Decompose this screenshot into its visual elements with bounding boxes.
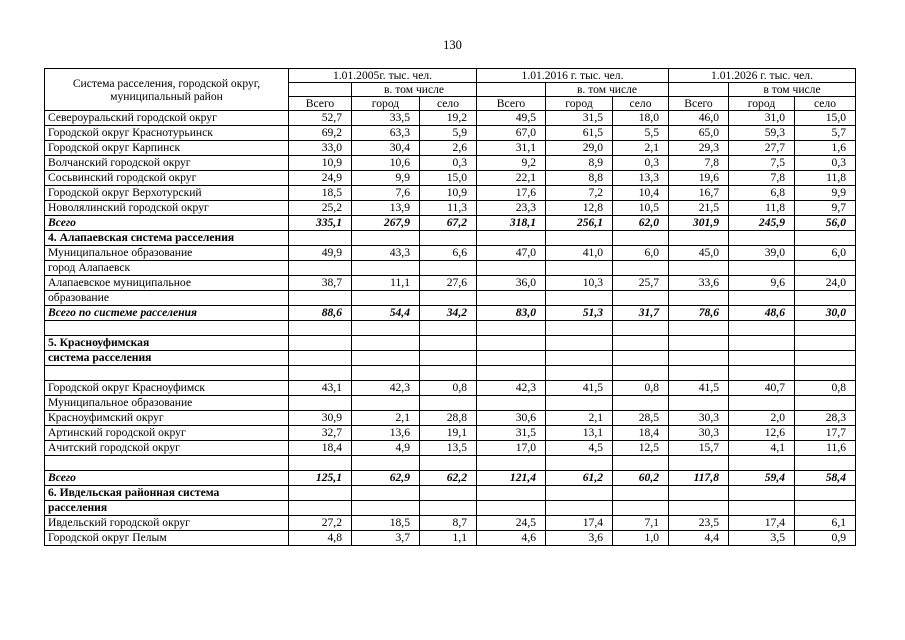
cell-2016-city: 41,0 xyxy=(546,246,613,261)
row-label: Муниципальное образование xyxy=(45,246,289,261)
cell-2026-city: 17,4 xyxy=(729,516,795,531)
table-row xyxy=(45,201,856,216)
section-row-krasnoufimsk-line2 xyxy=(45,351,856,366)
cell-2026-total: 78,6 xyxy=(669,306,729,321)
cell-2016-village: 1,0 xyxy=(613,531,669,546)
cell-2016-village: 6,0 xyxy=(613,246,669,261)
cell-2016-city: 8,9 xyxy=(546,156,613,171)
cell-2026-village: 28,3 xyxy=(795,411,856,426)
cell-2026-village: 0,9 xyxy=(795,531,856,546)
table-row xyxy=(45,246,856,261)
cell-2016-total: 30,6 xyxy=(477,411,546,426)
section-title: 5. Красноуфимская xyxy=(45,336,289,351)
section-title: 6. Ивдельская районная система xyxy=(45,486,289,501)
total-row xyxy=(45,216,856,231)
header-period-2005: 1.01.2005г. тыс. чел. xyxy=(289,69,477,83)
cell-2005-total: 88,6 xyxy=(289,306,352,321)
table-row xyxy=(45,111,856,126)
cell-2016-city: 61,5 xyxy=(546,126,613,141)
cell-2005-village: 15,0 xyxy=(420,171,477,186)
cell-2016-city: 41,5 xyxy=(546,381,613,396)
cell-2026-city: 59,4 xyxy=(729,471,795,486)
cell-2005-total: 33,0 xyxy=(289,141,352,156)
cell-2016-total: 9,2 xyxy=(477,156,546,171)
cell-2005-total: 49,9 xyxy=(289,246,352,261)
spacer-row xyxy=(45,321,856,336)
cell-2016-total: 83,0 xyxy=(477,306,546,321)
cell-2005-total: 18,5 xyxy=(289,186,352,201)
cell-2016-total: 31,1 xyxy=(477,141,546,156)
cell-2005-village: 13,5 xyxy=(420,441,477,456)
cell-2005-total: 24,9 xyxy=(289,171,352,186)
cell-2005-total: 18,4 xyxy=(289,441,352,456)
cell-2005-total: 30,9 xyxy=(289,411,352,426)
cell-2026-city: 3,5 xyxy=(729,531,795,546)
cell-2016-city: 4,5 xyxy=(546,441,613,456)
row-label: Красноуфимский округ xyxy=(45,411,289,426)
cell-2026-city: 7,5 xyxy=(729,156,795,171)
cell-2005-total: 38,7 xyxy=(289,276,352,291)
cell-2016-city: 2,1 xyxy=(546,411,613,426)
cell-2016-village: 28,5 xyxy=(613,411,669,426)
cell-2026-village: 30,0 xyxy=(795,306,856,321)
cell-2016-total: 31,5 xyxy=(477,426,546,441)
header-village: село xyxy=(795,97,856,111)
cell-2016-village: 2,1 xyxy=(613,141,669,156)
cell-2026-city: 4,1 xyxy=(729,441,795,456)
header-including: в. том числе xyxy=(546,83,669,97)
cell-2005-village: 10,9 xyxy=(420,186,477,201)
row-label: Городской округ Верхотурский xyxy=(45,186,289,201)
cell-2016-total: 67,0 xyxy=(477,126,546,141)
cell-2016-city: 3,6 xyxy=(546,531,613,546)
cell-2016-city: 13,1 xyxy=(546,426,613,441)
row-label-line2: образование xyxy=(45,291,289,306)
section-title-line2: расселения xyxy=(45,501,289,516)
cell-2005-city: 4,9 xyxy=(352,441,420,456)
cell-2026-city: 2,0 xyxy=(729,411,795,426)
section-row-alapaevsk xyxy=(45,231,856,246)
cell-2026-total: 21,5 xyxy=(669,201,729,216)
row-label: Сосьвинский городской округ xyxy=(45,171,289,186)
row-label: Всего по системе расселения xyxy=(45,306,289,321)
cell-2016-city: 8,8 xyxy=(546,171,613,186)
cell-2026-total: 7,8 xyxy=(669,156,729,171)
spacer-row xyxy=(45,456,856,471)
header-period-2026: 1.01.2026 г. тыс. чел. xyxy=(669,69,856,83)
row-label-line1: Муниципальное образование xyxy=(45,396,289,411)
table-row xyxy=(45,381,856,396)
cell-2005-village: 2,6 xyxy=(420,141,477,156)
cell-2026-village: 56,0 xyxy=(795,216,856,231)
cell-2026-village: 17,7 xyxy=(795,426,856,441)
cell-2005-village: 19,1 xyxy=(420,426,477,441)
cell-2005-city: 18,5 xyxy=(352,516,420,531)
row-label: Алапаевское муниципальное xyxy=(45,276,289,291)
cell-2026-city: 9,6 xyxy=(729,276,795,291)
page-number: 130 xyxy=(443,38,462,52)
header-blank xyxy=(477,83,546,97)
table-row-continuation xyxy=(45,261,856,276)
cell-2026-village: 11,6 xyxy=(795,441,856,456)
cell-2026-city: 31,0 xyxy=(729,111,795,126)
cell-2005-total: 4,8 xyxy=(289,531,352,546)
cell-2005-city: 10,6 xyxy=(352,156,420,171)
cell-2026-city: 12,6 xyxy=(729,426,795,441)
cell-2005-total: 335,1 xyxy=(289,216,352,231)
cell-2005-city: 43,3 xyxy=(352,246,420,261)
cell-2016-city: 29,0 xyxy=(546,141,613,156)
cell-2016-total: 17,0 xyxy=(477,441,546,456)
total-row xyxy=(45,471,856,486)
header-village: село xyxy=(613,97,669,111)
cell-2005-city: 62,9 xyxy=(352,471,420,486)
table-row-continuation xyxy=(45,291,856,306)
cell-2026-city: 48,6 xyxy=(729,306,795,321)
cell-2026-city: 245,9 xyxy=(729,216,795,231)
cell-2005-total: 125,1 xyxy=(289,471,352,486)
cell-2016-total: 47,0 xyxy=(477,246,546,261)
cell-2016-village: 62,0 xyxy=(613,216,669,231)
section-row-krasnoufimsk xyxy=(45,336,856,351)
cell-2026-total: 19,6 xyxy=(669,171,729,186)
cell-2016-total: 4,6 xyxy=(477,531,546,546)
cell-2016-city: 12,8 xyxy=(546,201,613,216)
cell-2026-village: 6,0 xyxy=(795,246,856,261)
header-city: город xyxy=(546,97,613,111)
cell-2005-village: 67,2 xyxy=(420,216,477,231)
header-village: село xyxy=(420,97,477,111)
cell-2016-total: 24,5 xyxy=(477,516,546,531)
cell-2026-city: 7,8 xyxy=(729,171,795,186)
cell-2005-city: 63,3 xyxy=(352,126,420,141)
cell-2016-total: 22,1 xyxy=(477,171,546,186)
cell-2026-total: 46,0 xyxy=(669,111,729,126)
cell-2026-city: 6,8 xyxy=(729,186,795,201)
cell-2026-total: 29,3 xyxy=(669,141,729,156)
cell-2016-village: 13,3 xyxy=(613,171,669,186)
cell-2005-city: 13,6 xyxy=(352,426,420,441)
section-title-line2: система расселения xyxy=(45,351,289,366)
cell-2016-village: 7,1 xyxy=(613,516,669,531)
header-total: Всего xyxy=(477,97,546,111)
cell-2016-city: 10,3 xyxy=(546,276,613,291)
row-label: Всего xyxy=(45,216,289,231)
cell-2016-city: 51,3 xyxy=(546,306,613,321)
header-period-2016: 1.01.2016 г. тыс. чел. xyxy=(477,69,669,83)
cell-2026-total: 30,3 xyxy=(669,411,729,426)
cell-2016-village: 10,4 xyxy=(613,186,669,201)
cell-2016-city: 256,1 xyxy=(546,216,613,231)
cell-2026-city: 11,8 xyxy=(729,201,795,216)
cell-2026-village: 5,7 xyxy=(795,126,856,141)
header-city: город xyxy=(352,97,420,111)
cell-2026-village: 0,8 xyxy=(795,381,856,396)
cell-2005-total: 32,7 xyxy=(289,426,352,441)
header-total: Всего xyxy=(669,97,729,111)
cell-2005-city: 3,7 xyxy=(352,531,420,546)
cell-2005-village: 27,6 xyxy=(420,276,477,291)
cell-2026-total: 16,7 xyxy=(669,186,729,201)
cell-2005-city: 267,9 xyxy=(352,216,420,231)
cell-2005-village: 34,2 xyxy=(420,306,477,321)
row-label: Городской округ Краснотурьинск xyxy=(45,126,289,141)
cell-2016-city: 31,5 xyxy=(546,111,613,126)
row-label: Североуральский городской округ xyxy=(45,111,289,126)
cell-2005-total: 43,1 xyxy=(289,381,352,396)
cell-2005-city: 13,9 xyxy=(352,201,420,216)
table-row xyxy=(45,426,856,441)
cell-2026-total: 301,9 xyxy=(669,216,729,231)
cell-2005-city: 30,4 xyxy=(352,141,420,156)
cell-2016-total: 49,5 xyxy=(477,111,546,126)
row-label: Волчанский городской округ xyxy=(45,156,289,171)
cell-2026-total: 41,5 xyxy=(669,381,729,396)
row-label: Артинский городской округ xyxy=(45,426,289,441)
cell-2026-city: 40,7 xyxy=(729,381,795,396)
section-title: 4. Алапаевская система расселения xyxy=(45,231,289,246)
section-row-ivdel xyxy=(45,486,856,501)
row-label: Городской округ Карпинск xyxy=(45,141,289,156)
cell-2026-village: 58,4 xyxy=(795,471,856,486)
table-row xyxy=(45,531,856,546)
cell-2026-village: 11,8 xyxy=(795,171,856,186)
row-label: Всего xyxy=(45,471,289,486)
cell-2005-city: 54,4 xyxy=(352,306,420,321)
row-label: Городской округ Красноуфимск xyxy=(45,381,289,396)
cell-2005-village: 5,9 xyxy=(420,126,477,141)
header-including: в том числе xyxy=(729,83,856,97)
cell-2026-city: 27,7 xyxy=(729,141,795,156)
section-row-ivdel-line2 xyxy=(45,501,856,516)
cell-2005-village: 0,3 xyxy=(420,156,477,171)
cell-2016-total: 23,3 xyxy=(477,201,546,216)
cell-2005-total: 69,2 xyxy=(289,126,352,141)
cell-2005-village: 0,8 xyxy=(420,381,477,396)
cell-2005-village: 19,2 xyxy=(420,111,477,126)
cell-2026-total: 30,3 xyxy=(669,426,729,441)
row-label: Ачитский городской округ xyxy=(45,441,289,456)
cell-2026-city: 39,0 xyxy=(729,246,795,261)
table-row xyxy=(45,141,856,156)
cell-2005-total: 10,9 xyxy=(289,156,352,171)
cell-2026-total: 45,0 xyxy=(669,246,729,261)
cell-2026-total: 15,7 xyxy=(669,441,729,456)
cell-2016-village: 12,5 xyxy=(613,441,669,456)
cell-2016-village: 0,3 xyxy=(613,156,669,171)
row-label-line2: город Алапаевск xyxy=(45,261,289,276)
cell-2005-city: 9,9 xyxy=(352,171,420,186)
cell-2026-total: 23,5 xyxy=(669,516,729,531)
cell-2016-village: 5,5 xyxy=(613,126,669,141)
row-label: Ивдельский городской округ xyxy=(45,516,289,531)
cell-2005-city: 11,1 xyxy=(352,276,420,291)
population-table xyxy=(44,68,856,546)
cell-2026-village: 9,7 xyxy=(795,201,856,216)
cell-2016-village: 10,5 xyxy=(613,201,669,216)
cell-2005-village: 6,6 xyxy=(420,246,477,261)
table-row xyxy=(45,516,856,531)
cell-2026-village: 9,9 xyxy=(795,186,856,201)
row-label: Городской округ Пелым xyxy=(45,531,289,546)
cell-2005-total: 27,2 xyxy=(289,516,352,531)
cell-2016-total: 36,0 xyxy=(477,276,546,291)
cell-2005-village: 1,1 xyxy=(420,531,477,546)
cell-2005-village: 8,7 xyxy=(420,516,477,531)
cell-2005-village: 11,3 xyxy=(420,201,477,216)
table-row xyxy=(45,441,856,456)
cell-2016-city: 61,2 xyxy=(546,471,613,486)
cell-2026-total: 117,8 xyxy=(669,471,729,486)
cell-2026-village: 1,6 xyxy=(795,141,856,156)
table-row xyxy=(45,126,856,141)
spacer-row xyxy=(45,366,856,381)
cell-2026-village: 0,3 xyxy=(795,156,856,171)
table-row xyxy=(45,171,856,186)
cell-2005-village: 62,2 xyxy=(420,471,477,486)
table-row-preline xyxy=(45,396,856,411)
cell-2016-total: 42,3 xyxy=(477,381,546,396)
header-blank xyxy=(669,83,729,97)
cell-2026-village: 24,0 xyxy=(795,276,856,291)
cell-2026-total: 65,0 xyxy=(669,126,729,141)
cell-2016-village: 18,4 xyxy=(613,426,669,441)
cell-2026-village: 15,0 xyxy=(795,111,856,126)
header-row-periods xyxy=(45,69,856,83)
cell-2016-total: 318,1 xyxy=(477,216,546,231)
table-row xyxy=(45,411,856,426)
header-blank xyxy=(289,83,352,97)
header-total: Всего xyxy=(289,97,352,111)
cell-2026-village: 6,1 xyxy=(795,516,856,531)
table-row xyxy=(45,276,856,291)
cell-2005-city: 42,3 xyxy=(352,381,420,396)
header-district: Система расселения, городской округ, муниципальный район xyxy=(45,69,289,111)
cell-2005-city: 2,1 xyxy=(352,411,420,426)
cell-2005-village: 28,8 xyxy=(420,411,477,426)
cell-2005-city: 33,5 xyxy=(352,111,420,126)
cell-2016-village: 31,7 xyxy=(613,306,669,321)
cell-2026-total: 4,4 xyxy=(669,531,729,546)
header-city: город xyxy=(729,97,795,111)
row-label: Новолялинский городской округ xyxy=(45,201,289,216)
cell-2016-village: 18,0 xyxy=(613,111,669,126)
cell-2016-village: 60,2 xyxy=(613,471,669,486)
cell-2016-village: 25,7 xyxy=(613,276,669,291)
total-row xyxy=(45,306,856,321)
table-row xyxy=(45,186,856,201)
cell-2005-total: 25,2 xyxy=(289,201,352,216)
header-including: в. том числе xyxy=(352,83,477,97)
cell-2016-city: 7,2 xyxy=(546,186,613,201)
cell-2016-city: 17,4 xyxy=(546,516,613,531)
cell-2005-total: 52,7 xyxy=(289,111,352,126)
cell-2005-city: 7,6 xyxy=(352,186,420,201)
cell-2016-total: 121,4 xyxy=(477,471,546,486)
table-row xyxy=(45,156,856,171)
cell-2016-village: 0,8 xyxy=(613,381,669,396)
cell-2026-total: 33,6 xyxy=(669,276,729,291)
cell-2016-total: 17,6 xyxy=(477,186,546,201)
cell-2026-city: 59,3 xyxy=(729,126,795,141)
